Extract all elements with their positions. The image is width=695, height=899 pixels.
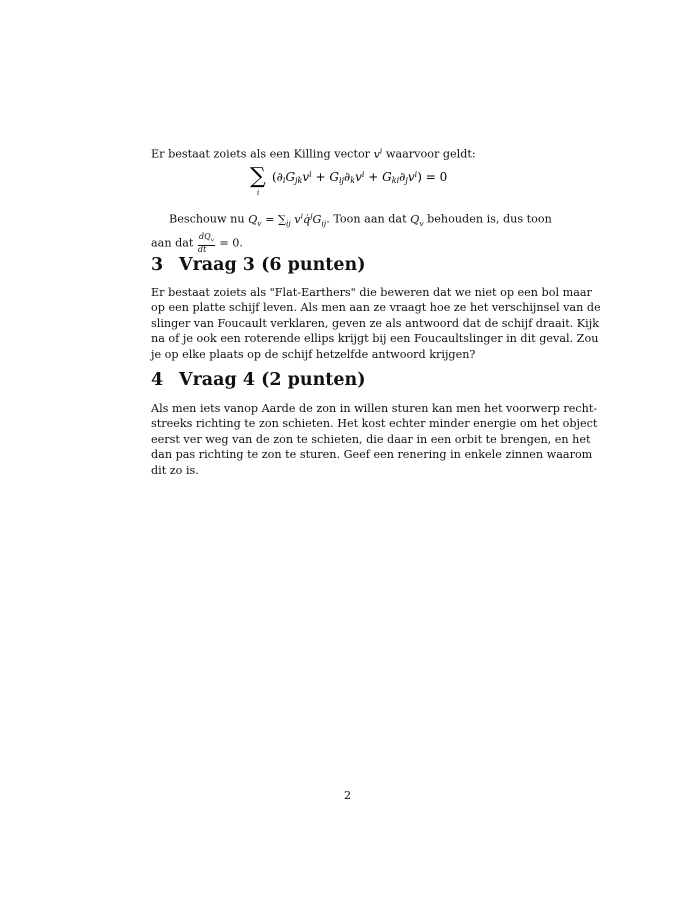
eq-sup-i2: i <box>361 170 365 179</box>
frac-numerator: dQ <box>199 232 211 242</box>
eq-sub-ki: ki <box>391 176 400 185</box>
q-v-symbol: $Q_v$ <box>410 212 424 228</box>
section-3-paragraph <box>151 285 601 362</box>
section-4-line: dit zo is. <box>151 463 199 477</box>
eq-sub-jk: jk <box>295 176 303 185</box>
beschouw-paragraph <box>151 208 552 254</box>
beschouw-line-1 <box>151 208 552 231</box>
vector-symbol: v <box>373 147 380 161</box>
beschouw-text-2: . Toon aan dat <box>326 212 411 226</box>
beschouw-text-3: behouden is, dus toon <box>423 212 552 226</box>
eq-v2: v <box>355 170 362 184</box>
eq-partial2: ∂ <box>344 170 351 184</box>
sum-symbol: ∑ <box>250 164 266 189</box>
section-3-line: je op elke plaats op de schijf hetzelfde antwoord krijgen? <box>151 347 476 361</box>
section-4-title: Vraag 4 (2 punten) <box>179 370 366 390</box>
section-3-line: Er bestaat zoiets als "Flat-Earthers" die beweren dat we niet op een bol maar <box>151 286 592 299</box>
eq-G2: G <box>329 170 339 184</box>
beschouw-text-1: Beschouw nu <box>169 212 249 226</box>
eq-sup-i3: i <box>414 170 418 179</box>
eq-plus1: + <box>311 170 330 184</box>
eq-G3: G <box>382 170 392 184</box>
eq-sub-ij: ij <box>339 176 345 185</box>
section-3-line: slinger van Foucault verklaren, geven ze als antwoord dat de schijf draait. Kijk <box>151 316 599 330</box>
beschouw-line-2 <box>151 233 543 254</box>
eq-v1: v <box>302 170 310 184</box>
equation-body <box>272 170 447 185</box>
eq-open: (∂ <box>272 170 283 184</box>
intro-paragraph <box>151 143 543 162</box>
section-4-line: eerst ver weg van de zon te schieten, die daar in een orbit te brengen, en het <box>151 432 591 446</box>
beschouw-text-4: aan dat <box>151 236 197 250</box>
equation-svg <box>248 161 448 201</box>
q-v-definition: $Q_v = \sum_{ij}$ $v^iq̇^jG_{ij}$ <box>248 211 327 228</box>
eq-rhs: = 0 <box>421 170 448 184</box>
section-4-line: Als men iets vanop Aarde de zon in willen sturen kan men het voorwerp recht- <box>151 402 598 415</box>
page-number: 2 <box>343 788 352 802</box>
killing-equation <box>248 161 448 201</box>
intro-text-after: waarvoor geldt: <box>382 147 476 161</box>
section-3-heading <box>151 255 366 275</box>
section-4-paragraph <box>151 401 598 478</box>
eq-sup-i1: i <box>309 170 312 179</box>
dq-dt-fraction: $\frac{dQ_v}{dt}$ <box>198 232 214 254</box>
section-4-number: 4 <box>151 370 164 390</box>
eq-sub-j: j <box>405 176 408 185</box>
vector-superscript: i <box>379 146 383 155</box>
intro-text-before: Er bestaat zoiets als een Killing vector <box>151 147 374 161</box>
eq-plus2: + <box>364 170 383 184</box>
section-3-number: 3 <box>151 255 164 275</box>
sum-index: i <box>257 189 260 197</box>
section-3-line: na of je ook een roterende ellips krijgt bij een Foucaultslinger in dit geval. Zou <box>151 332 599 346</box>
section-4-heading <box>151 370 366 390</box>
eq-sub-k: k <box>350 176 356 185</box>
section-4-line: dan pas richting te zon te sturen. Geef een renering in enkele zinnen waarom <box>151 448 593 462</box>
section-3-line: op een platte schijf leven. Als men aan ze vraagt hoe ze het verschijnsel van de <box>151 301 601 315</box>
section-4-line: streeks richting te zon schieten. Het kost echter minder energie om het object <box>151 417 598 431</box>
eq-partial3: ∂ <box>399 170 406 184</box>
beschouw-text-5: = 0. <box>215 236 243 250</box>
eq-close: ) <box>417 170 422 184</box>
eq-G1: G <box>285 170 296 184</box>
section-3-title: Vraag 3 (6 punten) <box>179 255 366 275</box>
eq-v3: v <box>407 170 415 184</box>
frac-denominator: dt <box>198 244 207 254</box>
eq-sub-i: i <box>282 176 286 185</box>
